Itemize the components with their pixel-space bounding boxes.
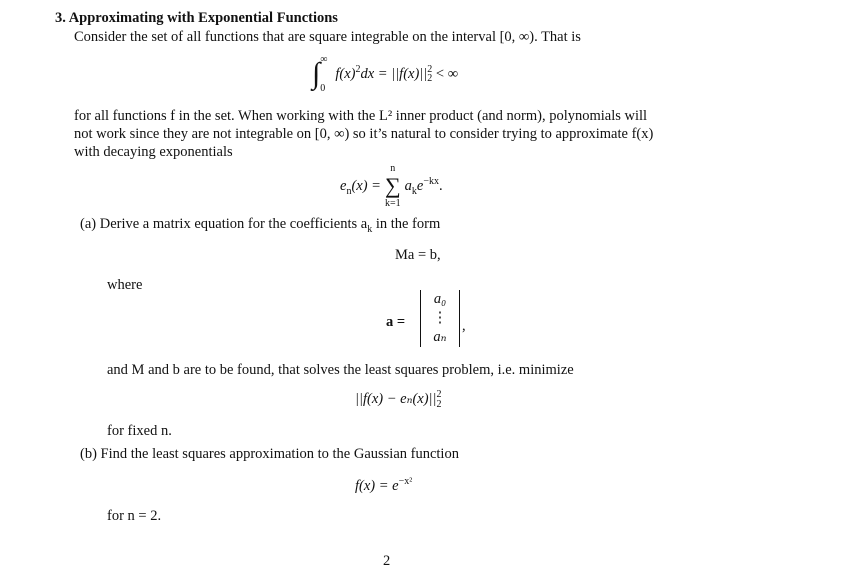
page-number: 2: [383, 553, 391, 569]
vector-entry: ⋮: [432, 310, 448, 326]
paragraph-line: with decaying exponentials: [74, 144, 233, 160]
problem-heading: 3. Approximating with Exponential Functions: [55, 10, 338, 26]
part-b-prompt: (b) Find the least squares approximation to the Gaussian function: [80, 446, 459, 462]
gaussian-equation: $f(x) = e^{-x^2}$: [355, 476, 413, 494]
least-squares-text: and M and b are to be found, that solves the least squares problem, i.e. minimize: [107, 362, 574, 378]
n-equals-text: for n = 2.: [107, 508, 162, 524]
norm-equation: $||f(x) - e_n(x)||^2_2$: [355, 389, 442, 410]
coefficient-vector: [420, 290, 460, 347]
fixed-n-text: for fixed n.: [107, 423, 172, 439]
part-a-prompt: (a) Derive a matrix equation for the coefficients $a_k$ in the form: [80, 216, 441, 235]
sum-equation: $e_n(x)$ = n ∑ k=1 $a_ke^{-kx}$.: [340, 163, 443, 209]
vector-entry: aₙ: [433, 329, 447, 345]
intro-text: Consider the set of all functions that are square integrable on the interval [0, ∞). That is: [74, 29, 581, 45]
paragraph-line: not work since they are not integrable on [0, ∞) so it’s natural to consider trying to approximate f(x): [74, 126, 654, 142]
where-text: where: [107, 277, 143, 293]
vector-entry: a₀: [433, 291, 447, 307]
integral-equation: ∫ ∞ 0 $f(x)^2dx = ||f(x)||^2_2$ < ∞: [312, 54, 459, 94]
vector-comma: ,: [462, 318, 466, 334]
vector-lhs: a =: [386, 314, 406, 330]
matrix-equation: Ma = b,: [395, 247, 441, 263]
paragraph-line: for all functions f in the set. When working with the L² inner product (and norm), polynomials will: [74, 108, 648, 124]
